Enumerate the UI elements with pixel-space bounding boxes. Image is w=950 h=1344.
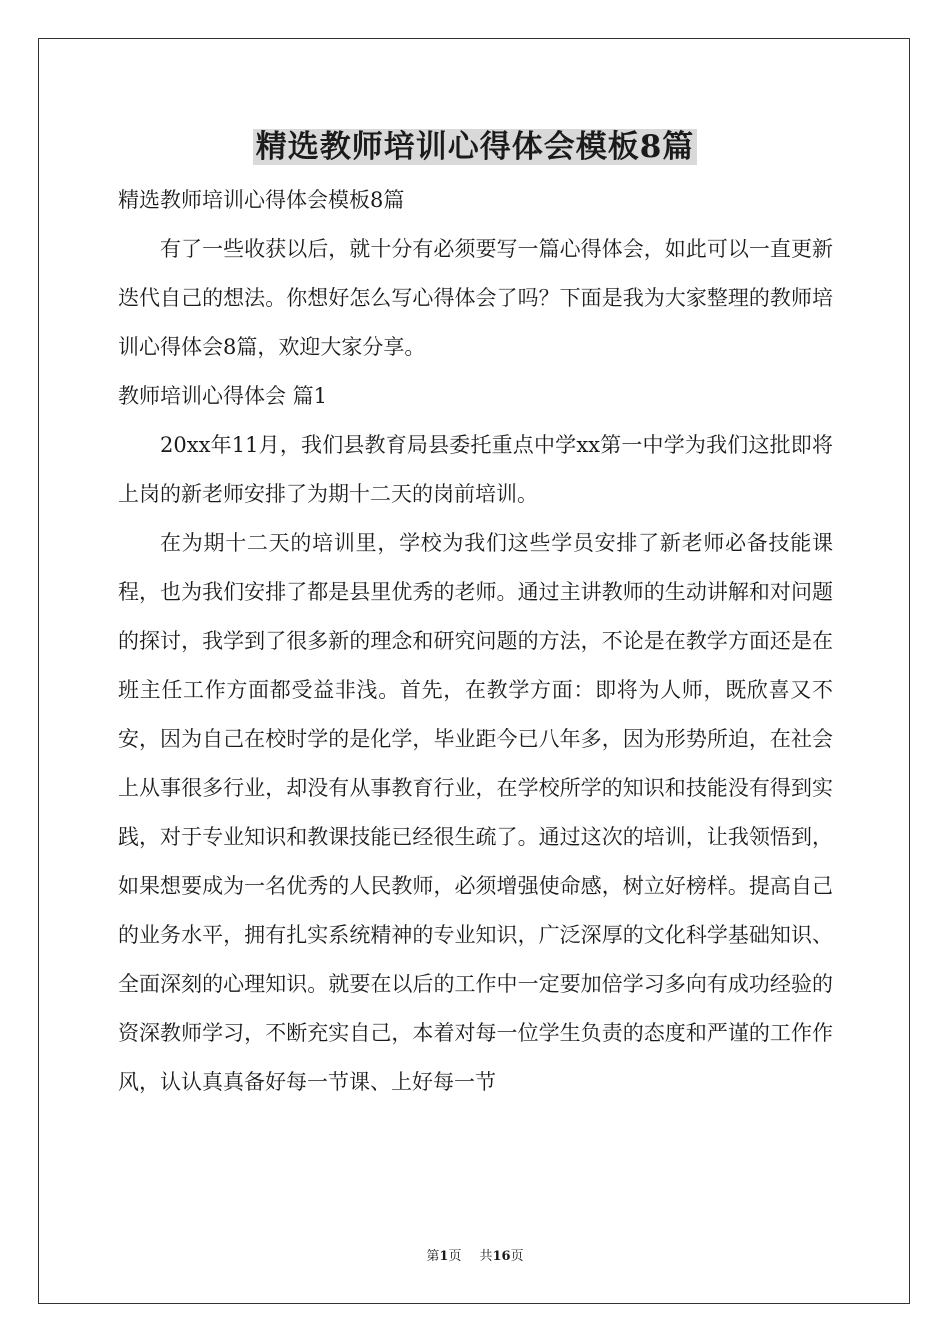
page-number: 1 (439, 1249, 449, 1264)
page-footer (0, 1245, 950, 1264)
page-total: 16 (492, 1249, 511, 1264)
paragraph-intro: 有了一些收获以后，就十分有必须要写一篇心得体会，如此可以一直更新迭代自己的想法。你想好怎么写心得体会了吗？下面是我为大家整理的教师培训心得体会8篇，欢迎大家分享。 (118, 237, 833, 359)
document-subtitle: 精选教师培训心得体会模板8篇 (118, 188, 405, 212)
total-label-prefix: 共 (479, 1249, 493, 1264)
paragraph-2: 在为期十二天的培训里，学校为我们这些学员安排了新老师必备技能课程，也为我们安排了都是县里优秀的老师。通过主讲教师的生动讲解和对问题的探讨，我学到了很多新的理念和研究问题的方法，不论是在教学方面还是在班主任工作方面都受益非浅。首先，在教学方面：即将为人师，既欣喜又不安，因为自己在校时学的是化学，毕业距今已八年多，因为形势所迫，在社会上从事很多行业，却没有从事教育行业，在学校所学的知识和技能没有得到实践，对于专业知识和教课技能已经很生疏了。通过这次的培训，让我领悟到，如果想要成为一名优秀的人民教师，必须增强使命感，树立好榜样。提高自己的业务水平，拥有扎实系统精神的专业知识，广泛深厚的文化科学基础知识、全面深刻的心理知识。就要在以后的工作中一定要加倍学习多向有成功经验的资深教师学习，不断充实自己，本着对每一位学生负责的态度和严谨的工作作风，认认真真备好每一节课、上好每一节 (118, 531, 833, 1094)
section-heading: 教师培训心得体会 篇1 (118, 384, 328, 408)
document-title-text: 精选教师培训心得体会模板8篇 (253, 129, 698, 165)
document-title (0, 124, 950, 170)
total-label-suffix: 页 (510, 1249, 524, 1264)
page-label-suffix: 页 (448, 1249, 462, 1264)
page-label-prefix: 第 (426, 1249, 440, 1264)
document-body (118, 176, 833, 1107)
paragraph-1: 20xx年11月，我们县教育局县委托重点中学xx第一中学为我们这批即将上岗的新老师安排了为期十二天的岗前培训。 (118, 433, 833, 506)
